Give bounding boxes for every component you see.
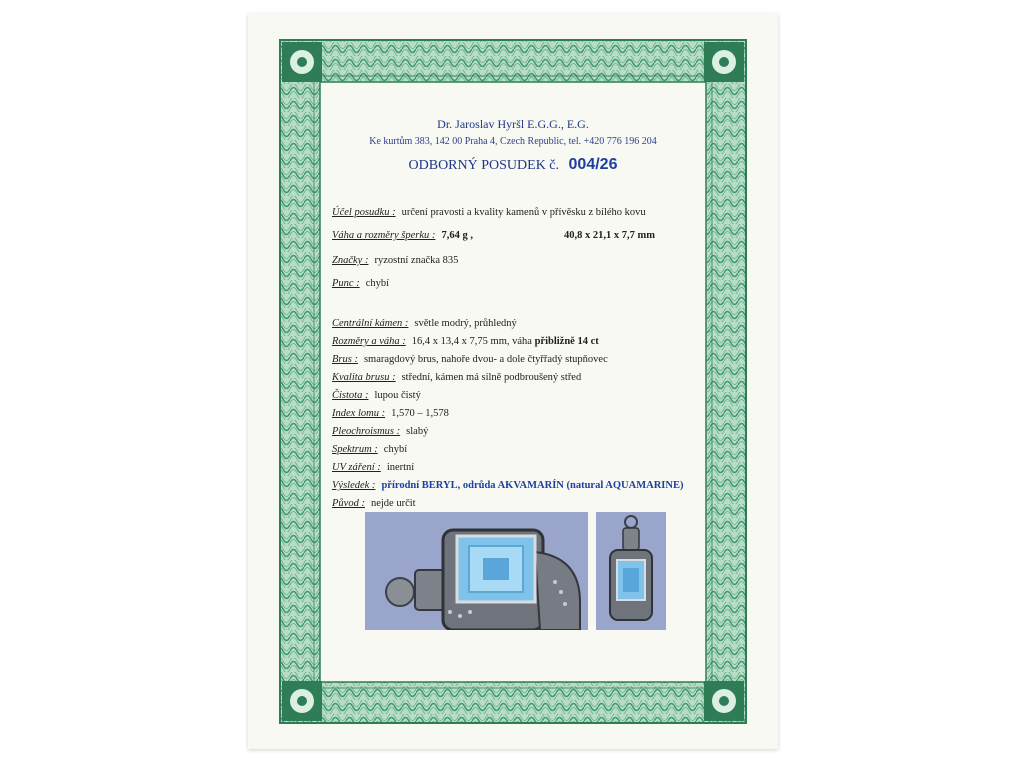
label-znacky: Značky : bbox=[332, 255, 369, 266]
label-cistota: Čistota : bbox=[332, 390, 369, 401]
field-centralni bbox=[332, 318, 517, 329]
value-spektrum: chybí bbox=[383, 444, 408, 455]
label-kvalita: Kvalita brusu : bbox=[332, 372, 396, 383]
label-brus: Brus : bbox=[332, 354, 358, 365]
field-rozmery-vaha bbox=[332, 336, 599, 347]
field-spektrum bbox=[332, 444, 407, 455]
field-cistota bbox=[332, 390, 421, 401]
value-cistota: lupou čistý bbox=[374, 390, 421, 401]
pendant-side-illustration bbox=[596, 512, 666, 630]
label-rozmery-vaha: Rozměry a váha : bbox=[332, 336, 406, 347]
value-vysledek: přírodní BERYL, odrůda AKVAMARÍN (natural AQUAMARINE) bbox=[381, 480, 684, 491]
value-znacky: ryzostní značka 835 bbox=[374, 255, 459, 266]
pendant-front-illustration bbox=[365, 512, 588, 630]
field-index bbox=[332, 408, 449, 419]
value-puvod: nejde určit bbox=[370, 498, 416, 509]
value-index: 1,570 – 1,578 bbox=[391, 408, 449, 419]
field-puvod bbox=[332, 498, 416, 509]
document-title bbox=[248, 156, 778, 174]
label-pleo: Pleochroismus : bbox=[332, 426, 401, 437]
field-punc bbox=[332, 278, 389, 289]
label-vysledek: Výsledek : bbox=[332, 480, 376, 491]
value-punc: chybí bbox=[365, 278, 390, 289]
document-title-text: ODBORNÝ POSUDEK č. bbox=[408, 158, 560, 173]
value-uv: inertní bbox=[386, 462, 415, 473]
certificate-sheet bbox=[248, 14, 778, 749]
value-dims: 40,8 x 21,1 x 7,7 mm bbox=[564, 230, 655, 241]
label-spektrum: Spektrum : bbox=[332, 444, 378, 455]
label-centralni: Centrální kámen : bbox=[332, 318, 409, 329]
field-brus bbox=[332, 354, 608, 365]
value-weight: 7,64 g , bbox=[441, 230, 473, 241]
value-approx-ct: přibližně 14 ct bbox=[534, 336, 599, 347]
field-vaha-rozmery bbox=[332, 230, 473, 241]
value-centralni: světle modrý, průhledný bbox=[414, 318, 517, 329]
label-punc: Punc : bbox=[332, 278, 360, 289]
label-index: Index lomu : bbox=[332, 408, 386, 419]
field-uv bbox=[332, 462, 414, 473]
label-puvod: Původ : bbox=[332, 498, 365, 509]
label-vaha-rozmery: Váha a rozměry šperku : bbox=[332, 230, 436, 241]
label-ucel: Účel posudku : bbox=[332, 207, 396, 218]
field-znacky bbox=[332, 255, 458, 266]
pendant-photo-side bbox=[596, 512, 666, 630]
field-ucel bbox=[332, 207, 646, 218]
field-pleo bbox=[332, 426, 428, 437]
value-ucel: určení pravosti a kvality kamenů v přívěsku z bílého kovu bbox=[401, 207, 646, 218]
label-uv: UV záření : bbox=[332, 462, 381, 473]
field-kvalita bbox=[332, 372, 581, 383]
value-rozmery-vaha: 16,4 x 13,4 x 7,75 mm, váha bbox=[411, 336, 532, 347]
value-kvalita: střední, kámen má silně podbroušený střed bbox=[401, 372, 582, 383]
issuer-address: Ke kurtům 383, 142 00 Praha 4, Czech Republic, tel. +420 776 196 204 bbox=[369, 136, 657, 147]
issuer-name: Dr. Jaroslav Hyršl E.G.G., E.G. bbox=[437, 117, 589, 131]
value-brus: smaragdový brus, nahoře dvou- a dole čtyřřadý stupňovec bbox=[363, 354, 608, 365]
document-number: 004/26 bbox=[568, 156, 618, 173]
pendant-photo-front bbox=[365, 512, 588, 630]
field-vysledek bbox=[332, 480, 683, 491]
value-pleo: slabý bbox=[406, 426, 429, 437]
